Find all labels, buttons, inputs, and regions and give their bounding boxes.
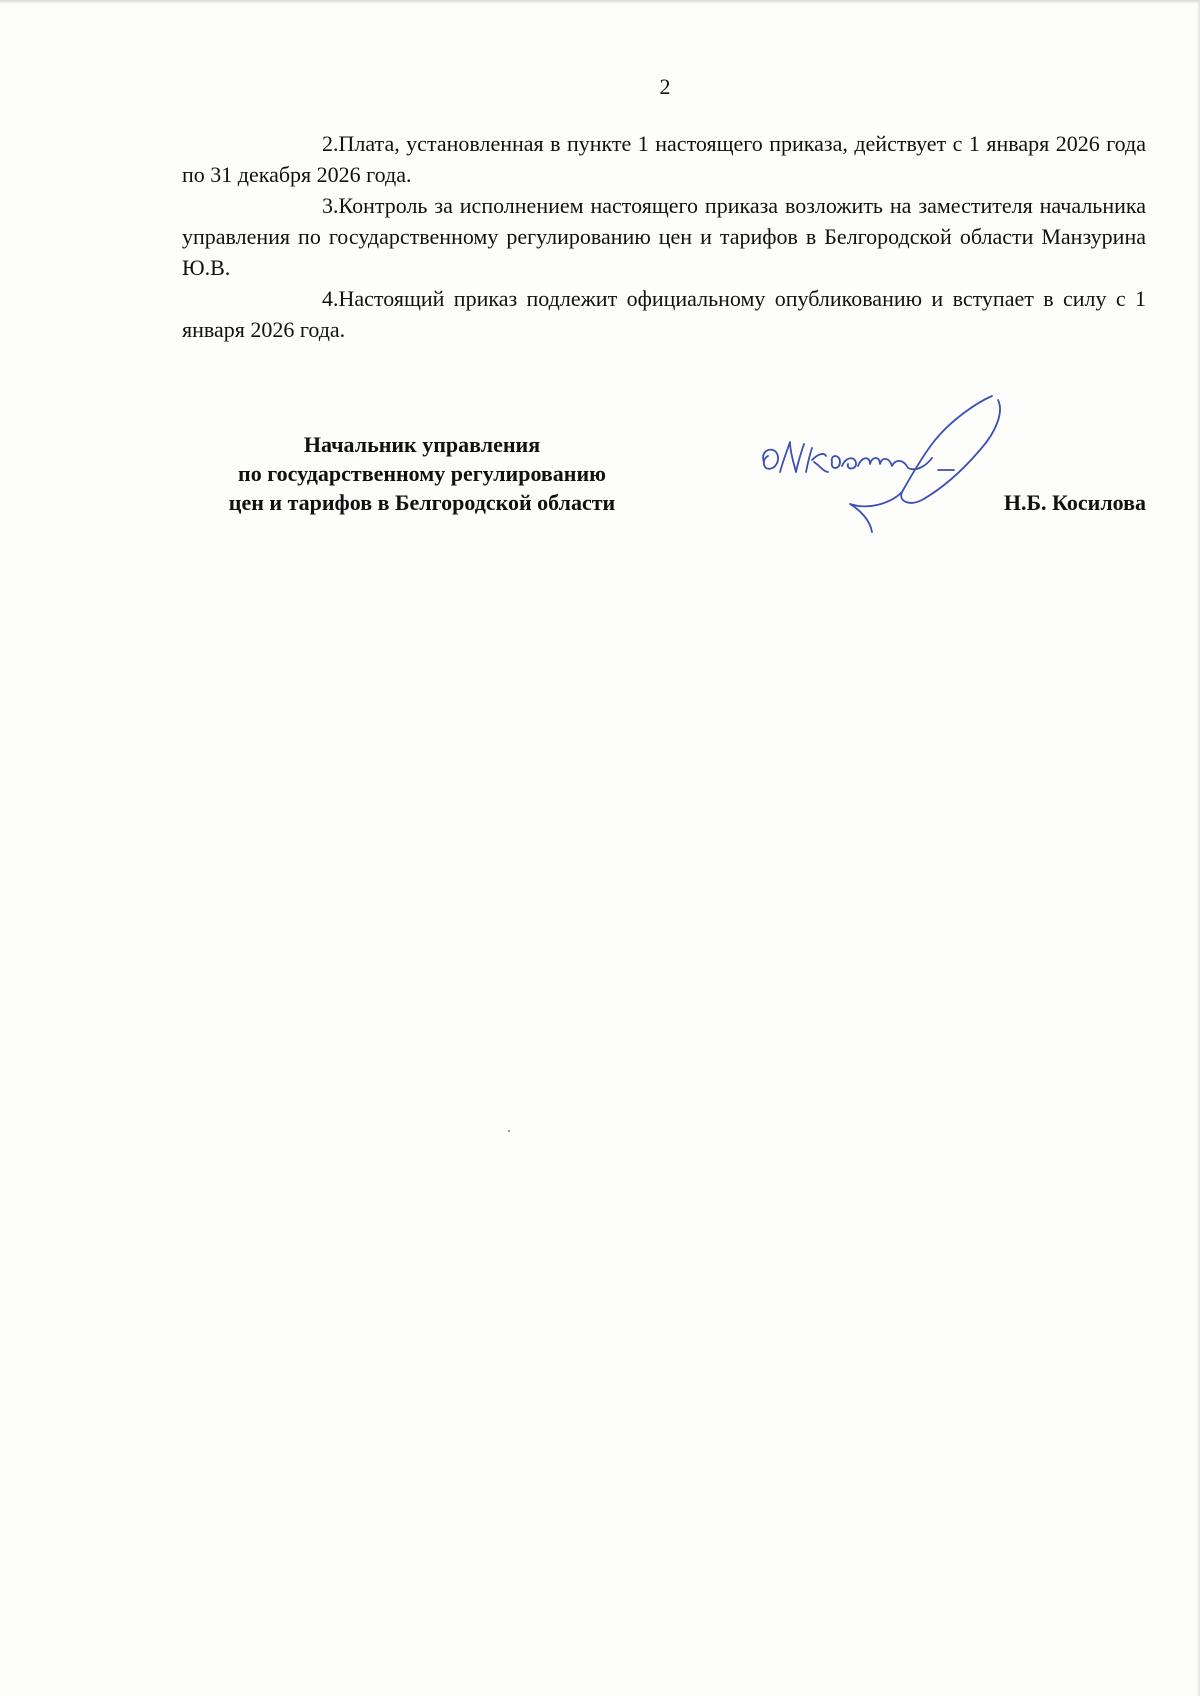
paragraph-text: Плата, установленная в пункте 1 настоящего приказа, действует с 1 января 2026 года по 31 декабря 2026 года.	[182, 131, 1146, 187]
signature-stroke	[901, 396, 1000, 503]
paragraph-3	[182, 190, 1146, 283]
page-number: 2	[659, 74, 671, 99]
signature-stroke	[806, 448, 828, 472]
signature-stroke	[763, 450, 778, 469]
scan-edge	[0, 0, 1200, 4]
paragraph-2	[182, 128, 1146, 190]
signer-position-line: Начальник управления	[303, 432, 541, 457]
signer-position-line: по государственному регулированию	[238, 461, 606, 486]
paragraph-number: 3.	[322, 193, 339, 218]
signature-stroke	[832, 456, 856, 469]
signer-name: Н.Б. Косилова	[1003, 490, 1146, 515]
paragraph-number: 4.	[322, 286, 339, 311]
paragraph-text: Настоящий приказ подлежит официальному опубликованию и вступает в силу с 1 января 2026 года.	[182, 286, 1146, 342]
signature-stroke	[780, 442, 804, 472]
document-body	[182, 128, 1146, 345]
paragraph-4	[182, 283, 1146, 345]
paragraph-number: 2.	[322, 131, 339, 156]
paragraph-text: Контроль за исполнением настоящего приказа возложить на заместителя начальника управления по государственному регулированию цен и тарифов в Белгородской области Манзурина Ю.В.	[182, 193, 1146, 280]
signer-position-line: цен и тарифов в Белгородской области	[228, 490, 616, 515]
handwritten-signature	[760, 392, 1050, 552]
signature-stroke	[850, 492, 902, 532]
scan-speck	[508, 1130, 510, 1132]
signer-position	[182, 430, 662, 517]
